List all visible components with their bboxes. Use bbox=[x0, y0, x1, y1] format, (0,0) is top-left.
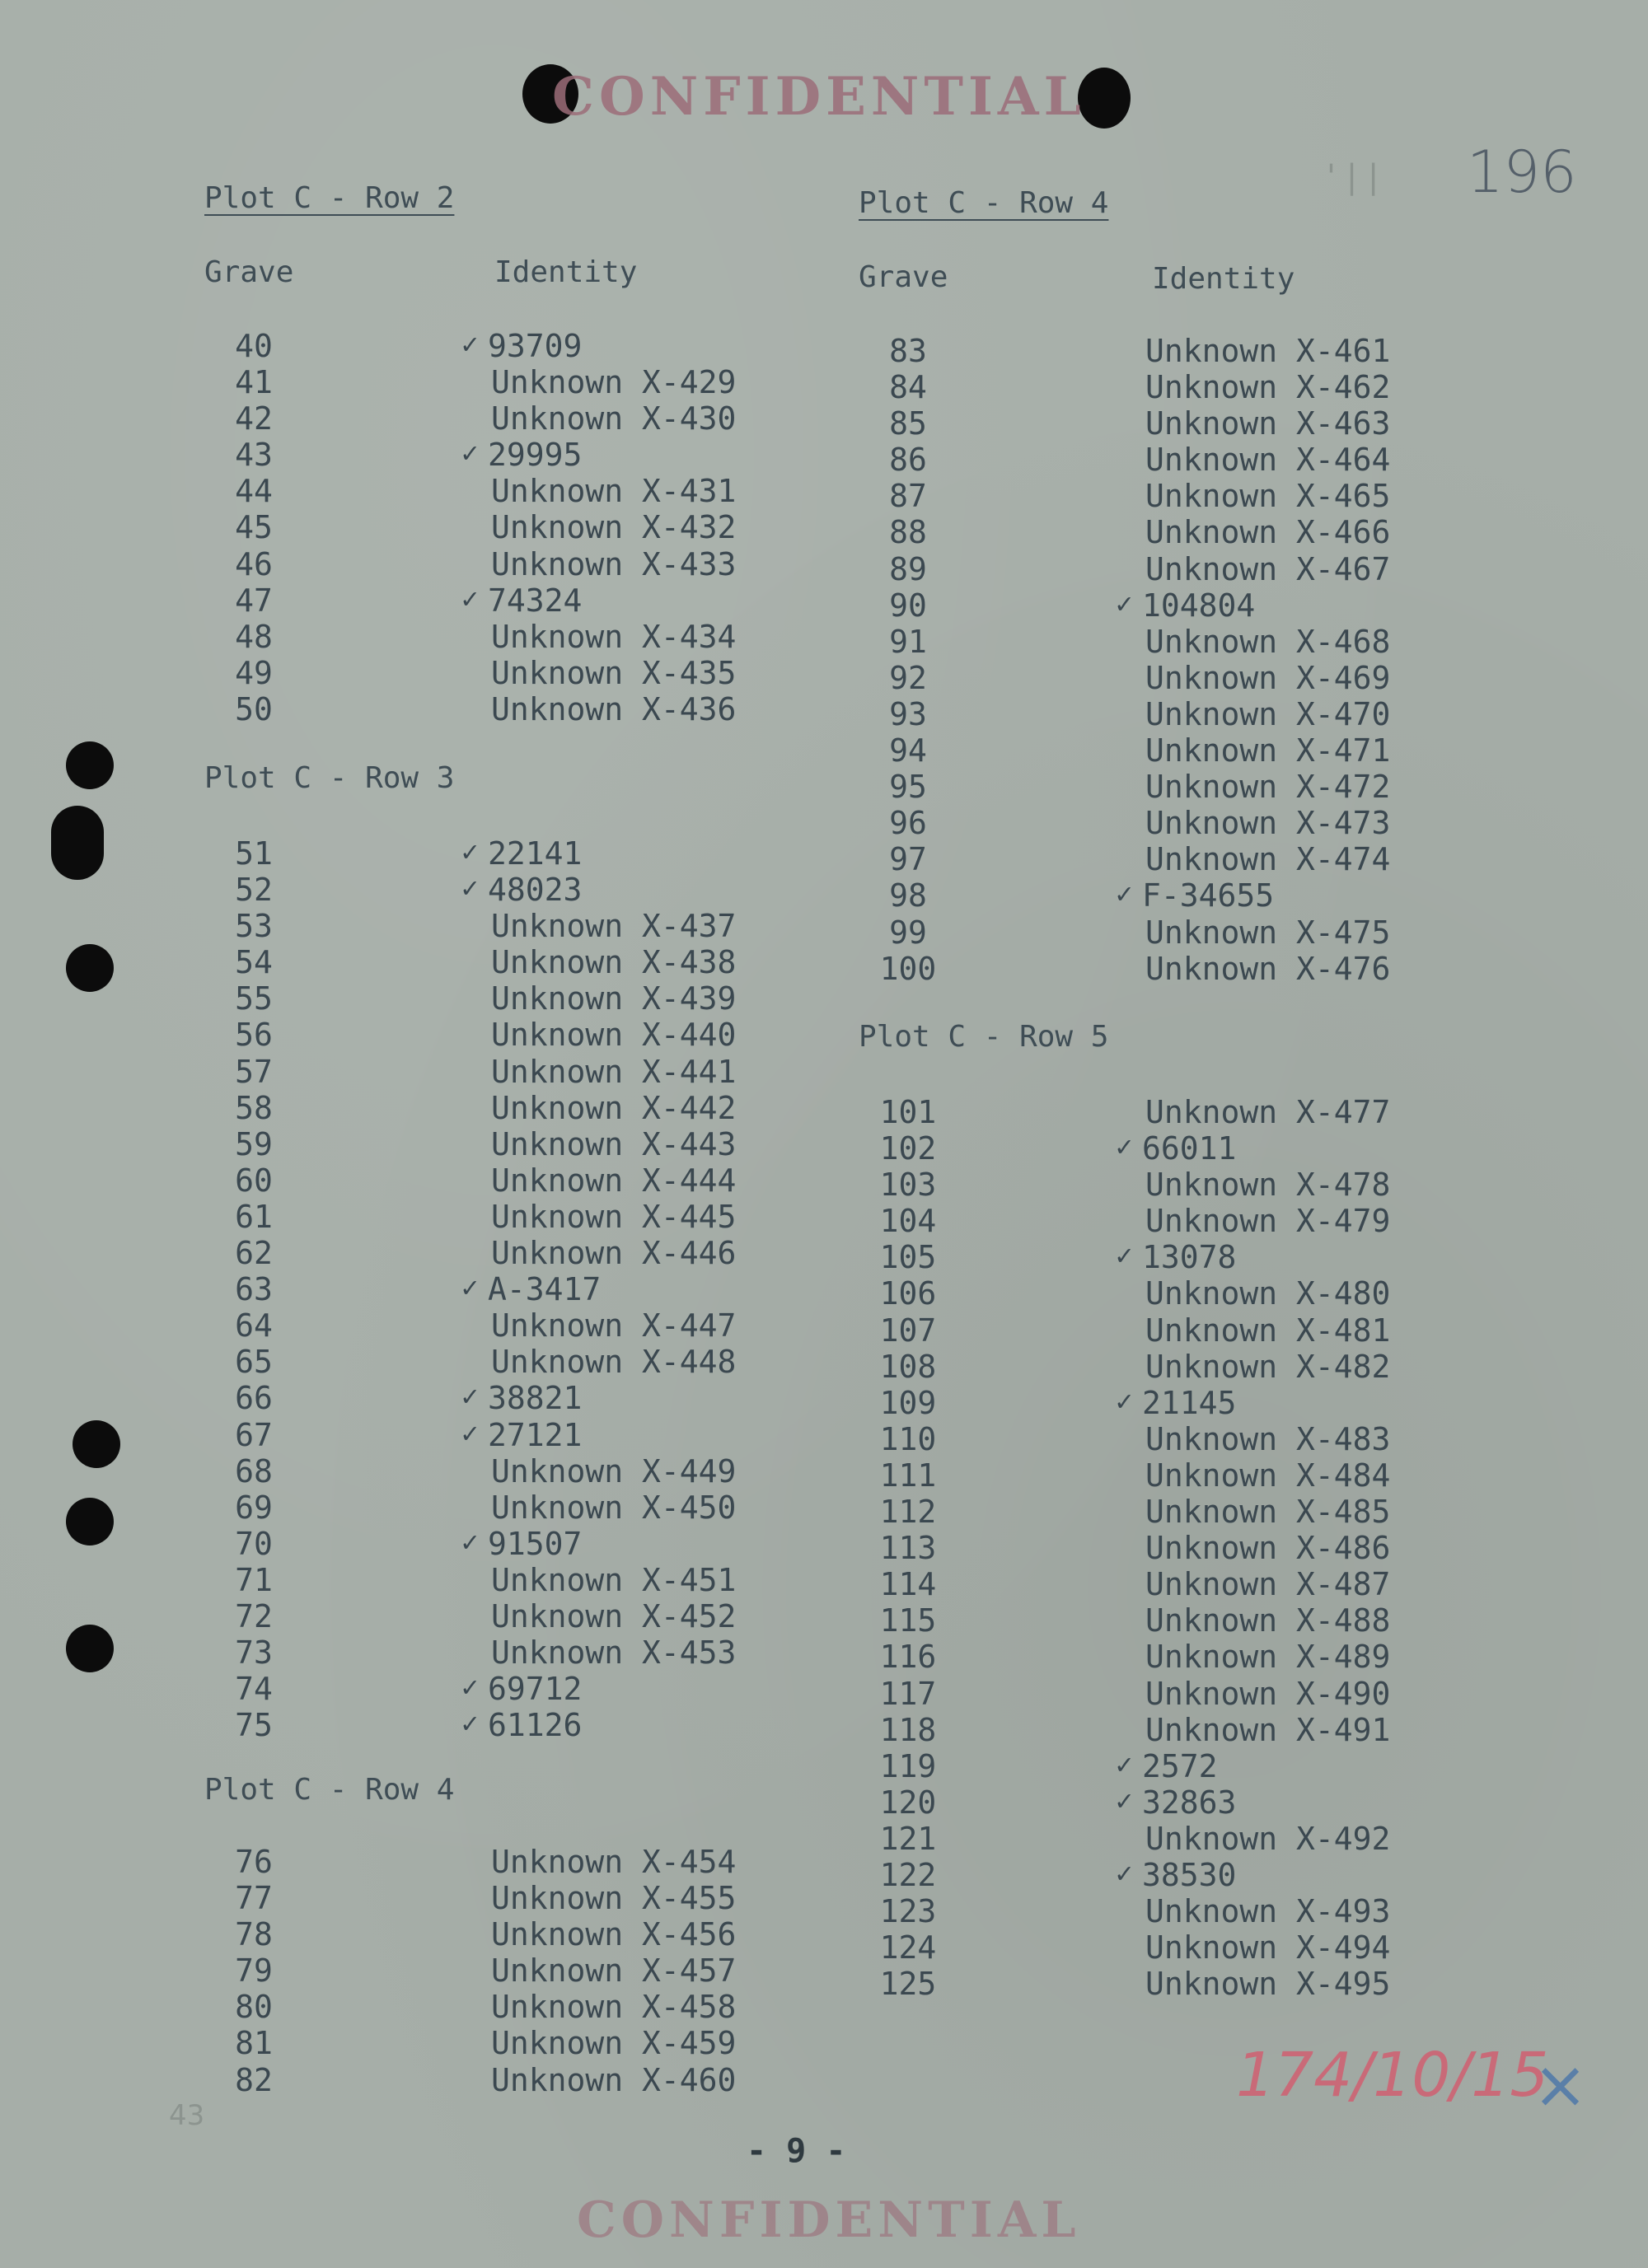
grave-number: 124 bbox=[879, 1929, 937, 1966]
grave-row bbox=[0, 587, 1648, 624]
grave-number: 117 bbox=[879, 1675, 937, 1712]
identity-value: Unknown X-445 bbox=[491, 1198, 737, 1235]
identity-value: Unknown X-474 bbox=[1145, 841, 1391, 878]
identity-value: Unknown X-438 bbox=[491, 944, 737, 981]
grave-number: 102 bbox=[879, 1130, 937, 1167]
grave-number: 42 bbox=[235, 400, 273, 437]
grave-row bbox=[0, 769, 1648, 805]
grave-number: 97 bbox=[889, 841, 927, 878]
identity-value: Unknown X-485 bbox=[1145, 1494, 1391, 1531]
grave-number: 110 bbox=[879, 1420, 937, 1457]
checkmark-icon: ✓ bbox=[461, 1671, 479, 1705]
grave-number: 75 bbox=[235, 1707, 273, 1744]
page-ref-number: 196 bbox=[1467, 138, 1577, 206]
identity-value: Unknown X-493 bbox=[1145, 1893, 1391, 1930]
column-header-identity: Identity bbox=[494, 255, 638, 289]
grave-number: 67 bbox=[235, 1416, 273, 1453]
grave-number: 112 bbox=[879, 1494, 937, 1531]
grave-number: 43 bbox=[235, 437, 273, 474]
grave-number: 82 bbox=[235, 2061, 273, 2098]
identity-value: Unknown X-473 bbox=[1145, 805, 1391, 842]
identity-value: Unknown X-480 bbox=[1145, 1275, 1391, 1312]
checkmark-icon: ✓ bbox=[461, 437, 479, 470]
grave-number: 65 bbox=[235, 1344, 273, 1381]
grave-row bbox=[0, 1167, 1648, 1203]
checkmark-icon: ✓ bbox=[461, 1271, 479, 1305]
grave-number: 94 bbox=[889, 732, 927, 769]
checkmark-icon: ✓ bbox=[1116, 1856, 1133, 1890]
grave-row bbox=[0, 1385, 1648, 1421]
grave-number: 54 bbox=[235, 944, 273, 981]
grave-number: 91 bbox=[889, 623, 927, 660]
grave-number: 125 bbox=[879, 1966, 937, 2003]
identity-value: Unknown X-486 bbox=[1145, 1530, 1391, 1567]
grave-row bbox=[0, 1821, 1648, 1857]
identity-value: Unknown X-461 bbox=[1145, 333, 1391, 369]
grave-number: 68 bbox=[235, 1452, 273, 1489]
identity-value: Unknown X-495 bbox=[1145, 1966, 1391, 2003]
grave-number: 78 bbox=[235, 1916, 273, 1953]
grave-number: 51 bbox=[235, 835, 273, 872]
identity-value: 22141 bbox=[488, 835, 583, 872]
identity-value: Unknown X-444 bbox=[491, 1162, 737, 1199]
identity-value: Unknown X-471 bbox=[1145, 732, 1391, 769]
identity-value: Unknown X-448 bbox=[491, 1344, 737, 1381]
grave-row bbox=[0, 442, 1648, 478]
grave-number: 69 bbox=[235, 1489, 273, 1526]
grave-number: 64 bbox=[235, 1307, 273, 1344]
column-header-grave: Grave bbox=[204, 255, 294, 289]
page-ref-marks: ' | | bbox=[1327, 158, 1379, 196]
checkmark-icon: ✓ bbox=[1116, 587, 1133, 620]
grave-number: 93 bbox=[889, 695, 927, 732]
identity-value: Unknown X-430 bbox=[491, 400, 737, 437]
identity-value: Unknown X-491 bbox=[1145, 1711, 1391, 1748]
grave-row bbox=[0, 1712, 1648, 1748]
identity-value: Unknown X-462 bbox=[1145, 369, 1391, 406]
binder-hole bbox=[1078, 68, 1131, 129]
identity-value: Unknown X-454 bbox=[491, 1844, 737, 1880]
grave-number: 86 bbox=[889, 442, 927, 479]
grave-number: 56 bbox=[235, 1017, 273, 1054]
identity-value: Unknown X-452 bbox=[491, 1597, 737, 1634]
grave-row bbox=[0, 951, 1648, 987]
identity-value: Unknown X-475 bbox=[1145, 914, 1391, 951]
grave-number: 92 bbox=[889, 659, 927, 696]
grave-row bbox=[0, 1602, 1648, 1639]
identity-value: Unknown X-468 bbox=[1145, 623, 1391, 660]
checkmark-icon: ✓ bbox=[1116, 1784, 1133, 1817]
grave-row bbox=[0, 2025, 824, 2061]
grave-number: 115 bbox=[879, 1602, 937, 1639]
grave-row bbox=[0, 1312, 1648, 1349]
identity-value: 13078 bbox=[1142, 1239, 1237, 1276]
grave-number: 72 bbox=[235, 1597, 273, 1634]
grave-number: 123 bbox=[879, 1893, 937, 1930]
identity-value: Unknown X-431 bbox=[491, 473, 737, 510]
grave-number: 62 bbox=[235, 1235, 273, 1272]
grave-number: 70 bbox=[235, 1525, 273, 1562]
identity-value: Unknown X-478 bbox=[1145, 1167, 1391, 1204]
grave-row bbox=[0, 732, 1648, 769]
grave-row bbox=[0, 1094, 1648, 1130]
grave-number: 116 bbox=[879, 1639, 937, 1676]
grave-row bbox=[0, 1748, 1648, 1784]
grave-row bbox=[0, 1893, 1648, 1929]
grave-number: 61 bbox=[235, 1198, 273, 1235]
grave-row bbox=[0, 1421, 1648, 1457]
grave-row bbox=[0, 1017, 824, 1053]
identity-value: Unknown X-467 bbox=[1145, 550, 1391, 587]
pencil-cross-mark: × bbox=[1533, 2046, 1589, 2123]
grave-number: 105 bbox=[879, 1239, 937, 1276]
section-title-right-row5: Plot C - Row 5 bbox=[859, 1020, 1109, 1054]
grave-number: 114 bbox=[879, 1566, 937, 1603]
identity-value: Unknown X-489 bbox=[1145, 1639, 1391, 1676]
identity-value: Unknown X-441 bbox=[491, 1053, 737, 1090]
grave-number: 53 bbox=[235, 908, 273, 945]
grave-row bbox=[0, 624, 1648, 660]
identity-value: Unknown X-442 bbox=[491, 1089, 737, 1126]
grave-number: 41 bbox=[235, 364, 273, 401]
grave-number: 99 bbox=[889, 914, 927, 951]
grave-number: 49 bbox=[235, 654, 273, 691]
grave-number: 50 bbox=[235, 690, 273, 727]
grave-number: 48 bbox=[235, 618, 273, 655]
identity-value: Unknown X-432 bbox=[491, 509, 737, 546]
identity-value: Unknown X-443 bbox=[491, 1125, 737, 1162]
identity-value: Unknown X-440 bbox=[491, 1017, 737, 1054]
grave-number: 122 bbox=[879, 1856, 937, 1893]
grave-number: 46 bbox=[235, 545, 273, 582]
grave-row bbox=[0, 1054, 824, 1090]
section-title-left-row2: Plot C - Row 2 bbox=[204, 181, 455, 215]
identity-value: Unknown X-437 bbox=[491, 908, 737, 945]
grave-row bbox=[0, 696, 1648, 732]
identity-value: Unknown X-466 bbox=[1145, 514, 1391, 551]
grave-number: 52 bbox=[235, 872, 273, 909]
identity-value: Unknown X-494 bbox=[1145, 1929, 1391, 1966]
grave-number: 71 bbox=[235, 1561, 273, 1598]
identity-value: 29995 bbox=[488, 437, 583, 474]
identity-value: A-3417 bbox=[488, 1271, 602, 1308]
identity-value: 104804 bbox=[1142, 587, 1256, 624]
grave-row bbox=[0, 1784, 1648, 1821]
grave-number: 101 bbox=[879, 1094, 937, 1130]
grave-number: 111 bbox=[879, 1457, 937, 1494]
grave-number: 63 bbox=[235, 1271, 273, 1308]
identity-value: Unknown X-479 bbox=[1145, 1203, 1391, 1240]
grave-row bbox=[0, 551, 1648, 587]
identity-value: Unknown X-435 bbox=[491, 654, 737, 691]
grave-row bbox=[0, 1494, 1648, 1530]
grave-number: 83 bbox=[889, 333, 927, 369]
grave-number: 45 bbox=[235, 509, 273, 546]
identity-value: Unknown X-472 bbox=[1145, 769, 1391, 806]
identity-value: Unknown X-484 bbox=[1145, 1457, 1391, 1494]
identity-value: Unknown X-469 bbox=[1145, 659, 1391, 696]
checkmark-icon: ✓ bbox=[1116, 1747, 1133, 1781]
identity-value: Unknown X-429 bbox=[491, 364, 737, 401]
grave-number: 98 bbox=[889, 877, 927, 914]
grave-row bbox=[0, 1239, 1648, 1275]
grave-number: 106 bbox=[879, 1275, 937, 1312]
grave-row bbox=[0, 841, 1648, 877]
identity-value: Unknown X-456 bbox=[491, 1916, 737, 1953]
pencil-corner-number: 43 bbox=[169, 2099, 205, 2132]
grave-number: 74 bbox=[235, 1671, 273, 1708]
grave-number: 60 bbox=[235, 1162, 273, 1199]
identity-value: 38530 bbox=[1142, 1856, 1237, 1893]
identity-value: Unknown X-449 bbox=[491, 1452, 737, 1489]
checkmark-icon: ✓ bbox=[461, 1380, 479, 1414]
identity-value: Unknown X-446 bbox=[491, 1235, 737, 1272]
grave-row bbox=[0, 1275, 1648, 1312]
grave-row bbox=[0, 514, 1648, 550]
checkmark-icon: ✓ bbox=[461, 1707, 479, 1741]
identity-value: Unknown X-459 bbox=[491, 2025, 737, 2062]
identity-value: Unknown X-457 bbox=[491, 1952, 737, 1990]
confidential-stamp-bottom: CONFIDENTIAL bbox=[577, 2191, 1081, 2249]
identity-value: Unknown X-490 bbox=[1145, 1675, 1391, 1712]
identity-value: Unknown X-450 bbox=[491, 1489, 737, 1526]
grave-number: 104 bbox=[879, 1203, 937, 1240]
grave-number: 76 bbox=[235, 1844, 273, 1880]
grave-row bbox=[0, 1566, 1648, 1602]
grave-row bbox=[0, 478, 1648, 514]
grave-number: 84 bbox=[889, 369, 927, 406]
grave-number: 100 bbox=[879, 950, 937, 987]
grave-number: 57 bbox=[235, 1053, 273, 1090]
grave-number: 119 bbox=[879, 1747, 937, 1784]
grave-number: 66 bbox=[235, 1380, 273, 1417]
grave-row bbox=[0, 1929, 1648, 1966]
checkmark-icon: ✓ bbox=[1116, 877, 1133, 911]
identity-value: Unknown X-483 bbox=[1145, 1420, 1391, 1457]
grave-row bbox=[0, 1676, 1648, 1712]
identity-value: F-34655 bbox=[1142, 877, 1275, 914]
identity-value: Unknown X-458 bbox=[491, 1989, 737, 2026]
identity-value: 69712 bbox=[488, 1671, 583, 1708]
grave-row bbox=[0, 1639, 1648, 1675]
grave-number: 88 bbox=[889, 514, 927, 551]
section-title-right-row4: Plot C - Row 4 bbox=[859, 186, 1109, 220]
grave-number: 73 bbox=[235, 1634, 273, 1672]
grave-row bbox=[0, 1203, 1648, 1239]
grave-row bbox=[0, 405, 1648, 442]
identity-value: 32863 bbox=[1142, 1784, 1237, 1821]
grave-number: 108 bbox=[879, 1348, 937, 1385]
column-header-identity: Identity bbox=[1152, 262, 1295, 296]
grave-number: 58 bbox=[235, 1089, 273, 1126]
identity-value: 38821 bbox=[488, 1380, 583, 1417]
grave-row bbox=[0, 333, 1648, 369]
identity-value: Unknown X-434 bbox=[491, 618, 737, 655]
identity-value: 61126 bbox=[488, 1707, 583, 1744]
grave-row bbox=[0, 914, 1648, 951]
grave-row bbox=[0, 877, 1648, 914]
grave-number: 109 bbox=[879, 1384, 937, 1421]
page-number: - 9 - bbox=[747, 2132, 846, 2170]
identity-value: Unknown X-488 bbox=[1145, 1602, 1391, 1639]
identity-value: 48023 bbox=[488, 872, 583, 909]
identity-value: 2572 bbox=[1142, 1747, 1218, 1784]
checkmark-icon: ✓ bbox=[461, 328, 479, 361]
identity-value: Unknown X-453 bbox=[491, 1634, 737, 1672]
grave-row bbox=[0, 1966, 1648, 2002]
identity-value: 21145 bbox=[1142, 1384, 1237, 1421]
grave-number: 95 bbox=[889, 769, 927, 806]
identity-value: Unknown X-492 bbox=[1145, 1820, 1391, 1857]
grave-number: 96 bbox=[889, 805, 927, 842]
grave-row bbox=[0, 1530, 1648, 1566]
identity-value: 93709 bbox=[488, 328, 583, 364]
grave-row bbox=[0, 369, 1648, 405]
identity-value: Unknown X-463 bbox=[1145, 405, 1391, 442]
identity-value: Unknown X-482 bbox=[1145, 1348, 1391, 1385]
grave-number: 87 bbox=[889, 478, 927, 515]
identity-value: Unknown X-460 bbox=[491, 2061, 737, 2098]
grave-number: 81 bbox=[235, 2025, 273, 2062]
identity-value: 66011 bbox=[1142, 1130, 1237, 1167]
pencil-reference-code: 174/10/15 bbox=[1236, 2040, 1549, 2111]
identity-value: Unknown X-481 bbox=[1145, 1312, 1391, 1349]
section-title-left-row4: Plot C - Row 4 bbox=[204, 1773, 455, 1807]
checkmark-icon: ✓ bbox=[461, 835, 479, 868]
grave-number: 77 bbox=[235, 1880, 273, 1917]
identity-value: 27121 bbox=[488, 1416, 583, 1453]
checkmark-icon: ✓ bbox=[1116, 1384, 1133, 1418]
checkmark-icon: ✓ bbox=[1116, 1239, 1133, 1273]
section-title-left-row3: Plot C - Row 3 bbox=[204, 761, 455, 795]
grave-number: 85 bbox=[889, 405, 927, 442]
identity-value: Unknown X-433 bbox=[491, 545, 737, 582]
grave-number: 121 bbox=[879, 1820, 937, 1857]
checkmark-icon: ✓ bbox=[1116, 1130, 1133, 1164]
grave-number: 107 bbox=[879, 1312, 937, 1349]
grave-row bbox=[0, 1349, 1648, 1385]
identity-value: Unknown X-465 bbox=[1145, 478, 1391, 515]
checkmark-icon: ✓ bbox=[461, 582, 479, 615]
grave-row bbox=[0, 660, 1648, 696]
checkmark-icon: ✓ bbox=[461, 872, 479, 905]
grave-row bbox=[0, 1130, 1648, 1167]
grave-number: 120 bbox=[879, 1784, 937, 1821]
identity-value: Unknown X-477 bbox=[1145, 1094, 1391, 1130]
identity-value: Unknown X-476 bbox=[1145, 950, 1391, 987]
identity-value: Unknown X-470 bbox=[1145, 695, 1391, 732]
grave-row bbox=[0, 1457, 1648, 1494]
grave-number: 44 bbox=[235, 473, 273, 510]
confidential-stamp-top: CONFIDENTIAL bbox=[552, 66, 1086, 128]
grave-list-right-row5 bbox=[0, 1094, 1648, 2002]
identity-value: Unknown X-451 bbox=[491, 1561, 737, 1598]
grave-number: 103 bbox=[879, 1167, 937, 1204]
identity-value: 91507 bbox=[488, 1525, 583, 1562]
grave-number: 55 bbox=[235, 980, 273, 1017]
grave-number: 40 bbox=[235, 328, 273, 364]
grave-number: 90 bbox=[889, 587, 927, 624]
identity-value: Unknown X-439 bbox=[491, 980, 737, 1017]
grave-number: 59 bbox=[235, 1125, 273, 1162]
grave-number: 118 bbox=[879, 1711, 937, 1748]
grave-number: 89 bbox=[889, 550, 927, 587]
grave-number: 113 bbox=[879, 1530, 937, 1567]
checkmark-icon: ✓ bbox=[461, 1416, 479, 1450]
identity-value: Unknown X-455 bbox=[491, 1880, 737, 1917]
checkmark-icon: ✓ bbox=[461, 1525, 479, 1559]
grave-list-right-row4 bbox=[0, 333, 1648, 987]
grave-row bbox=[0, 805, 1648, 841]
grave-number: 47 bbox=[235, 582, 273, 619]
grave-row bbox=[0, 2062, 824, 2098]
identity-value: 74324 bbox=[488, 582, 583, 619]
identity-value: Unknown X-464 bbox=[1145, 442, 1391, 479]
grave-row bbox=[0, 1857, 1648, 1893]
identity-value: Unknown X-436 bbox=[491, 690, 737, 727]
column-header-grave: Grave bbox=[859, 260, 948, 294]
identity-value: Unknown X-487 bbox=[1145, 1566, 1391, 1603]
grave-number: 79 bbox=[235, 1952, 273, 1990]
grave-number: 80 bbox=[235, 1989, 273, 2026]
identity-value: Unknown X-447 bbox=[491, 1307, 737, 1344]
